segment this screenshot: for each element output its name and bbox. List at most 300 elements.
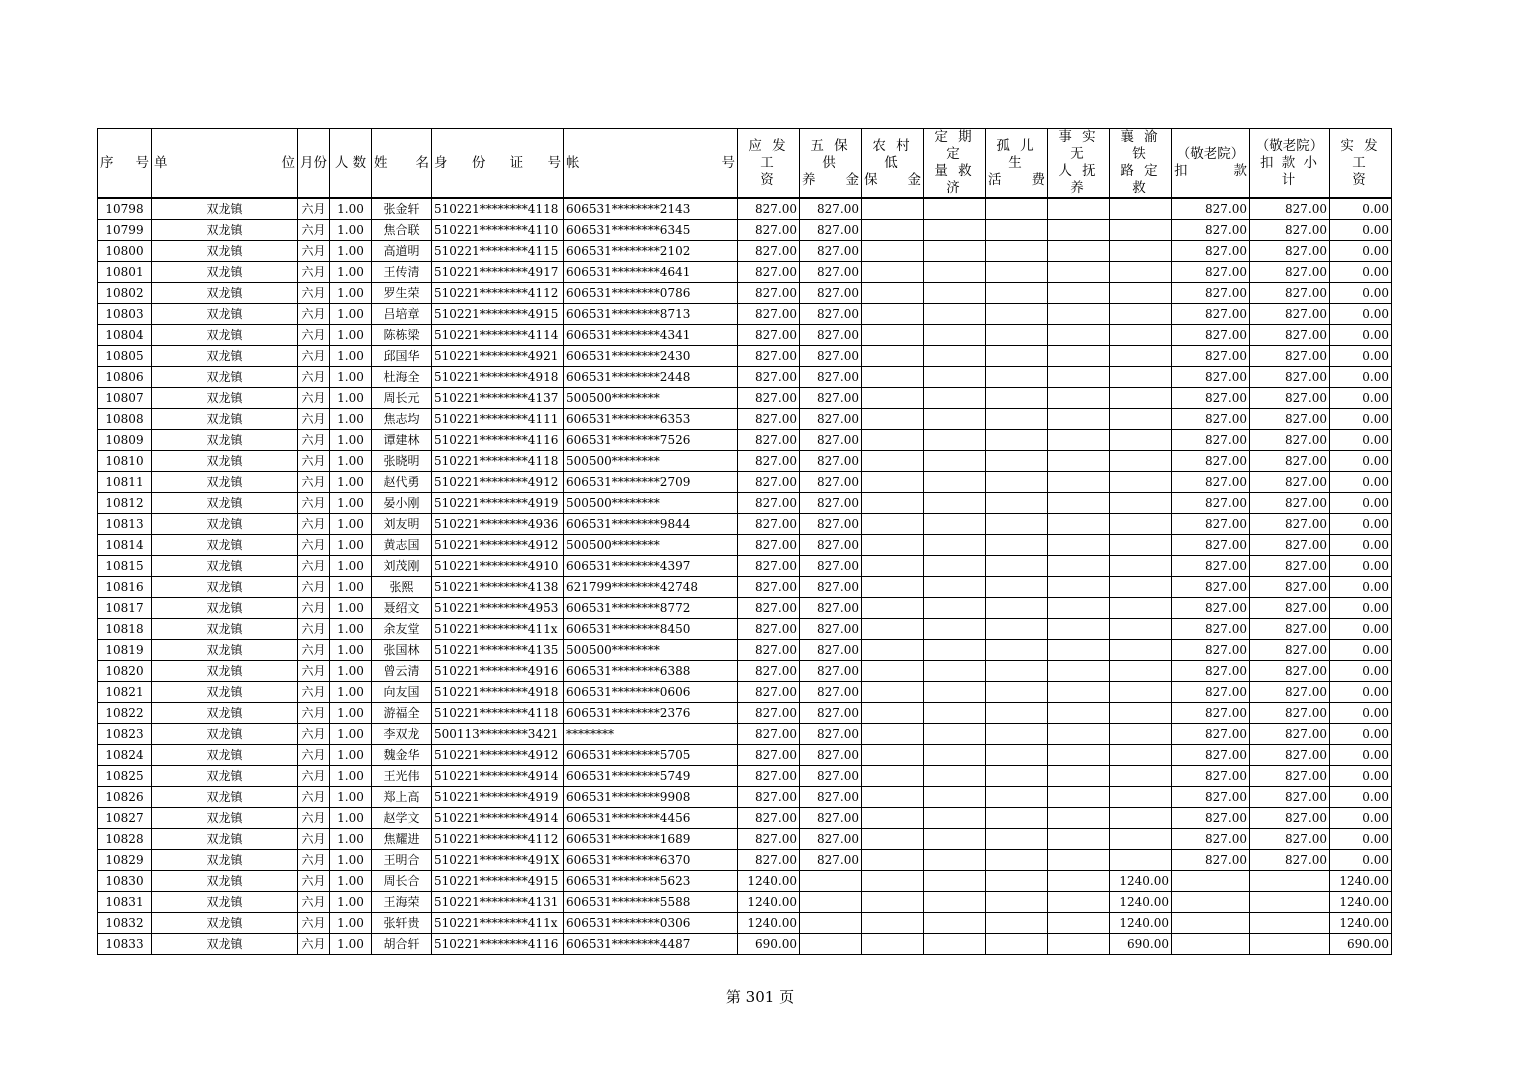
cell-id-number: 510221********4116	[432, 430, 564, 451]
cell-jly-deduction: 827.00	[1172, 430, 1250, 451]
col-seq: 序 号	[98, 129, 152, 199]
cell-seq: 10803	[98, 304, 152, 325]
cell-net-pay: 0.00	[1330, 829, 1392, 850]
cell-guer	[986, 703, 1048, 724]
cell-name: 焦志均	[372, 409, 432, 430]
cell-dingliang	[924, 493, 986, 514]
cell-wubao: 827.00	[800, 787, 862, 808]
cell-guer	[986, 556, 1048, 577]
cell-unit: 双龙镇	[152, 787, 298, 808]
cell-dingliang	[924, 367, 986, 388]
cell-count: 1.00	[330, 724, 372, 745]
cell-shishi	[1048, 619, 1110, 640]
cell-seq: 10823	[98, 724, 152, 745]
cell-id-number: 510221********4919	[432, 787, 564, 808]
cell-jly-subtotal: 827.00	[1250, 198, 1330, 220]
cell-unit: 双龙镇	[152, 262, 298, 283]
cell-shishi	[1048, 703, 1110, 724]
cell-xiangyu	[1110, 787, 1172, 808]
cell-shishi	[1048, 325, 1110, 346]
cell-dingliang	[924, 703, 986, 724]
cell-unit: 双龙镇	[152, 871, 298, 892]
cell-xiangyu: 1240.00	[1110, 871, 1172, 892]
cell-seq: 10808	[98, 409, 152, 430]
cell-seq: 10822	[98, 703, 152, 724]
cell-xiangyu	[1110, 577, 1172, 598]
cell-gross-pay: 827.00	[738, 808, 800, 829]
cell-wubao: 827.00	[800, 409, 862, 430]
cell-seq: 10802	[98, 283, 152, 304]
cell-count: 1.00	[330, 808, 372, 829]
cell-id-number: 510221********4114	[432, 325, 564, 346]
col-xiangyu: 襄 渝 铁 路 定 救	[1110, 129, 1172, 199]
cell-unit: 双龙镇	[152, 745, 298, 766]
cell-jly-deduction: 827.00	[1172, 766, 1250, 787]
cell-dibao	[862, 241, 924, 262]
cell-jly-subtotal	[1250, 871, 1330, 892]
cell-gross-pay: 827.00	[738, 367, 800, 388]
cell-name: 杜海全	[372, 367, 432, 388]
cell-unit: 双龙镇	[152, 409, 298, 430]
cell-xiangyu	[1110, 409, 1172, 430]
table-row	[98, 535, 1392, 556]
cell-dingliang	[924, 682, 986, 703]
cell-xiangyu	[1110, 472, 1172, 493]
cell-net-pay: 0.00	[1330, 766, 1392, 787]
cell-net-pay: 0.00	[1330, 598, 1392, 619]
cell-month: 六月	[298, 619, 330, 640]
cell-count: 1.00	[330, 682, 372, 703]
cell-dingliang	[924, 829, 986, 850]
cell-count: 1.00	[330, 430, 372, 451]
cell-gross-pay: 827.00	[738, 304, 800, 325]
cell-seq: 10825	[98, 766, 152, 787]
cell-guer	[986, 745, 1048, 766]
cell-gross-pay: 827.00	[738, 850, 800, 871]
cell-wubao: 827.00	[800, 829, 862, 850]
table-row	[98, 871, 1392, 892]
cell-xiangyu	[1110, 850, 1172, 871]
cell-seq: 10805	[98, 346, 152, 367]
cell-guer	[986, 367, 1048, 388]
cell-net-pay: 0.00	[1330, 640, 1392, 661]
cell-month: 六月	[298, 325, 330, 346]
cell-unit: 双龙镇	[152, 241, 298, 262]
cell-wubao: 827.00	[800, 661, 862, 682]
cell-account: 606531********8713	[564, 304, 738, 325]
cell-net-pay: 0.00	[1330, 808, 1392, 829]
cell-month: 六月	[298, 430, 330, 451]
cell-name: 张熙	[372, 577, 432, 598]
cell-seq: 10816	[98, 577, 152, 598]
cell-name: 晏小刚	[372, 493, 432, 514]
cell-jly-deduction: 827.00	[1172, 829, 1250, 850]
cell-count: 1.00	[330, 745, 372, 766]
cell-net-pay: 1240.00	[1330, 871, 1392, 892]
cell-count: 1.00	[330, 556, 372, 577]
cell-month: 六月	[298, 283, 330, 304]
cell-guer	[986, 198, 1048, 220]
cell-dibao	[862, 514, 924, 535]
cell-count: 1.00	[330, 577, 372, 598]
cell-wubao: 827.00	[800, 304, 862, 325]
cell-jly-subtotal: 827.00	[1250, 325, 1330, 346]
cell-id-number: 500113********3421	[432, 724, 564, 745]
cell-unit: 双龙镇	[152, 703, 298, 724]
cell-unit: 双龙镇	[152, 619, 298, 640]
cell-xiangyu	[1110, 430, 1172, 451]
cell-id-number: 510221********4116	[432, 934, 564, 955]
cell-jly-subtotal	[1250, 892, 1330, 913]
cell-jly-subtotal: 827.00	[1250, 640, 1330, 661]
cell-wubao	[800, 892, 862, 913]
cell-wubao: 827.00	[800, 367, 862, 388]
table-row	[98, 598, 1392, 619]
cell-dibao	[862, 304, 924, 325]
cell-unit: 双龙镇	[152, 220, 298, 241]
cell-unit: 双龙镇	[152, 934, 298, 955]
cell-dingliang	[924, 850, 986, 871]
cell-account: 606531********4341	[564, 325, 738, 346]
cell-wubao	[800, 934, 862, 955]
header-row	[98, 129, 1392, 199]
cell-jly-subtotal: 827.00	[1250, 598, 1330, 619]
cell-dingliang	[924, 535, 986, 556]
cell-dibao	[862, 766, 924, 787]
cell-dingliang	[924, 430, 986, 451]
cell-account: 500500********	[564, 640, 738, 661]
cell-unit: 双龙镇	[152, 556, 298, 577]
cell-name: 周长合	[372, 871, 432, 892]
cell-gross-pay: 1240.00	[738, 913, 800, 934]
cell-count: 1.00	[330, 766, 372, 787]
cell-account: 606531********6345	[564, 220, 738, 241]
cell-dingliang	[924, 220, 986, 241]
cell-dibao	[862, 682, 924, 703]
cell-count: 1.00	[330, 514, 372, 535]
cell-net-pay: 0.00	[1330, 682, 1392, 703]
cell-net-pay: 0.00	[1330, 388, 1392, 409]
cell-unit: 双龙镇	[152, 346, 298, 367]
cell-shishi	[1048, 388, 1110, 409]
cell-shishi	[1048, 198, 1110, 220]
cell-dibao	[862, 198, 924, 220]
cell-jly-subtotal: 827.00	[1250, 493, 1330, 514]
cell-seq: 10829	[98, 850, 152, 871]
cell-gross-pay: 690.00	[738, 934, 800, 955]
cell-xiangyu	[1110, 198, 1172, 220]
cell-id-number: 510221********4912	[432, 745, 564, 766]
cell-jly-deduction: 827.00	[1172, 556, 1250, 577]
cell-wubao: 827.00	[800, 682, 862, 703]
cell-jly-subtotal: 827.00	[1250, 556, 1330, 577]
cell-month: 六月	[298, 829, 330, 850]
cell-dingliang	[924, 934, 986, 955]
cell-net-pay: 0.00	[1330, 451, 1392, 472]
col-account: 帐 号	[564, 129, 738, 199]
cell-net-pay: 0.00	[1330, 346, 1392, 367]
cell-guer	[986, 829, 1048, 850]
cell-jly-subtotal: 827.00	[1250, 787, 1330, 808]
cell-name: 王海荣	[372, 892, 432, 913]
cell-net-pay: 0.00	[1330, 661, 1392, 682]
table-row	[98, 934, 1392, 955]
cell-dingliang	[924, 619, 986, 640]
cell-month: 六月	[298, 409, 330, 430]
cell-dingliang	[924, 241, 986, 262]
cell-unit: 双龙镇	[152, 430, 298, 451]
cell-seq: 10798	[98, 198, 152, 220]
cell-jly-subtotal: 827.00	[1250, 409, 1330, 430]
cell-jly-deduction: 827.00	[1172, 198, 1250, 220]
cell-count: 1.00	[330, 472, 372, 493]
cell-xiangyu	[1110, 220, 1172, 241]
cell-shishi	[1048, 598, 1110, 619]
cell-jly-deduction: 827.00	[1172, 367, 1250, 388]
table-row	[98, 892, 1392, 913]
cell-guer	[986, 787, 1048, 808]
cell-jly-subtotal: 827.00	[1250, 451, 1330, 472]
cell-dingliang	[924, 198, 986, 220]
col-net: 实 发 工 资	[1330, 129, 1392, 199]
cell-name: 曾云清	[372, 661, 432, 682]
cell-dingliang	[924, 262, 986, 283]
cell-gross-pay: 827.00	[738, 409, 800, 430]
cell-shishi	[1048, 724, 1110, 745]
cell-count: 1.00	[330, 703, 372, 724]
cell-id-number: 510221********4917	[432, 262, 564, 283]
cell-xiangyu	[1110, 304, 1172, 325]
col-jly-sub: （敬老院） 扣 款 小 计	[1250, 129, 1330, 199]
table-row	[98, 198, 1392, 220]
cell-xiangyu	[1110, 640, 1172, 661]
cell-shishi	[1048, 409, 1110, 430]
cell-net-pay: 0.00	[1330, 619, 1392, 640]
col-shishi: 事 实 无 人 抚 养	[1048, 129, 1110, 199]
cell-count: 1.00	[330, 934, 372, 955]
cell-shishi	[1048, 892, 1110, 913]
cell-id-number: 510221********4110	[432, 220, 564, 241]
cell-jly-deduction: 827.00	[1172, 850, 1250, 871]
col-dibao: 农 村 低 保 金	[862, 129, 924, 199]
table-row	[98, 850, 1392, 871]
cell-shishi	[1048, 535, 1110, 556]
cell-net-pay: 0.00	[1330, 220, 1392, 241]
table-row	[98, 703, 1392, 724]
cell-unit: 双龙镇	[152, 682, 298, 703]
cell-guer	[986, 598, 1048, 619]
cell-seq: 10811	[98, 472, 152, 493]
cell-shishi	[1048, 304, 1110, 325]
cell-unit: 双龙镇	[152, 472, 298, 493]
cell-seq: 10799	[98, 220, 152, 241]
cell-dingliang	[924, 409, 986, 430]
cell-gross-pay: 827.00	[738, 346, 800, 367]
cell-dibao	[862, 724, 924, 745]
cell-dingliang	[924, 577, 986, 598]
cell-name: 焦耀进	[372, 829, 432, 850]
cell-id-number: 510221********4111	[432, 409, 564, 430]
table-row	[98, 493, 1392, 514]
cell-wubao: 827.00	[800, 535, 862, 556]
cell-dibao	[862, 220, 924, 241]
cell-gross-pay: 827.00	[738, 430, 800, 451]
cell-seq: 10815	[98, 556, 152, 577]
cell-wubao: 827.00	[800, 198, 862, 220]
cell-dibao	[862, 640, 924, 661]
cell-gross-pay: 827.00	[738, 577, 800, 598]
cell-seq: 10800	[98, 241, 152, 262]
cell-dibao	[862, 850, 924, 871]
cell-id-number: 510221********4118	[432, 703, 564, 724]
cell-count: 1.00	[330, 661, 372, 682]
table-row	[98, 304, 1392, 325]
cell-jly-subtotal: 827.00	[1250, 241, 1330, 262]
cell-jly-subtotal: 827.00	[1250, 535, 1330, 556]
cell-dingliang	[924, 808, 986, 829]
cell-net-pay: 0.00	[1330, 198, 1392, 220]
cell-gross-pay: 827.00	[738, 451, 800, 472]
table-row	[98, 388, 1392, 409]
cell-unit: 双龙镇	[152, 661, 298, 682]
cell-gross-pay: 827.00	[738, 241, 800, 262]
cell-account: 606531********2430	[564, 346, 738, 367]
cell-month: 六月	[298, 472, 330, 493]
cell-unit: 双龙镇	[152, 451, 298, 472]
table-row	[98, 241, 1392, 262]
cell-month: 六月	[298, 598, 330, 619]
cell-count: 1.00	[330, 850, 372, 871]
cell-id-number: 510221********4112	[432, 829, 564, 850]
cell-account: 606531********6388	[564, 661, 738, 682]
cell-month: 六月	[298, 808, 330, 829]
cell-account: 606531********0606	[564, 682, 738, 703]
table-row	[98, 283, 1392, 304]
cell-seq: 10827	[98, 808, 152, 829]
cell-net-pay: 0.00	[1330, 304, 1392, 325]
cell-xiangyu: 1240.00	[1110, 892, 1172, 913]
cell-net-pay: 0.00	[1330, 850, 1392, 871]
cell-count: 1.00	[330, 787, 372, 808]
cell-dibao	[862, 493, 924, 514]
cell-guer	[986, 409, 1048, 430]
cell-name: 张金轩	[372, 198, 432, 220]
cell-id-number: 510221********4916	[432, 661, 564, 682]
col-gross: 应 发 工 资	[738, 129, 800, 199]
cell-xiangyu	[1110, 388, 1172, 409]
cell-name: 高道明	[372, 241, 432, 262]
cell-unit: 双龙镇	[152, 514, 298, 535]
cell-guer	[986, 220, 1048, 241]
cell-gross-pay: 827.00	[738, 556, 800, 577]
cell-xiangyu	[1110, 535, 1172, 556]
cell-shishi	[1048, 661, 1110, 682]
cell-guer	[986, 346, 1048, 367]
cell-shishi	[1048, 430, 1110, 451]
col-jly-kou: （敬老院） 扣 款	[1172, 129, 1250, 199]
cell-month: 六月	[298, 304, 330, 325]
cell-dibao	[862, 703, 924, 724]
cell-jly-deduction: 827.00	[1172, 220, 1250, 241]
cell-account: 621799********42748	[564, 577, 738, 598]
cell-name: 王传清	[372, 262, 432, 283]
cell-month: 六月	[298, 724, 330, 745]
cell-seq: 10832	[98, 913, 152, 934]
cell-shishi	[1048, 472, 1110, 493]
cell-wubao: 827.00	[800, 577, 862, 598]
cell-gross-pay: 827.00	[738, 619, 800, 640]
cell-jly-deduction: 827.00	[1172, 661, 1250, 682]
cell-month: 六月	[298, 703, 330, 724]
cell-id-number: 510221********4112	[432, 283, 564, 304]
cell-name: 黄志国	[372, 535, 432, 556]
cell-gross-pay: 827.00	[738, 787, 800, 808]
cell-name: 刘茂刚	[372, 556, 432, 577]
cell-shishi	[1048, 220, 1110, 241]
cell-count: 1.00	[330, 220, 372, 241]
cell-name: 刘友明	[372, 514, 432, 535]
cell-xiangyu	[1110, 598, 1172, 619]
cell-unit: 双龙镇	[152, 577, 298, 598]
col-unit: 单 位	[152, 129, 298, 199]
cell-account: 606531********6370	[564, 850, 738, 871]
cell-dingliang	[924, 640, 986, 661]
cell-net-pay: 0.00	[1330, 283, 1392, 304]
cell-seq: 10824	[98, 745, 152, 766]
cell-jly-deduction: 827.00	[1172, 472, 1250, 493]
cell-net-pay: 0.00	[1330, 367, 1392, 388]
cell-net-pay: 0.00	[1330, 514, 1392, 535]
cell-shishi	[1048, 514, 1110, 535]
cell-shishi	[1048, 850, 1110, 871]
table-row	[98, 640, 1392, 661]
cell-month: 六月	[298, 892, 330, 913]
table-row	[98, 220, 1392, 241]
cell-dibao	[862, 472, 924, 493]
cell-dibao	[862, 787, 924, 808]
cell-unit: 双龙镇	[152, 304, 298, 325]
cell-account: 606531********2376	[564, 703, 738, 724]
cell-shishi	[1048, 787, 1110, 808]
cell-dibao	[862, 367, 924, 388]
cell-dibao	[862, 262, 924, 283]
cell-gross-pay: 1240.00	[738, 871, 800, 892]
cell-id-number: 510221********4115	[432, 241, 564, 262]
cell-unit: 双龙镇	[152, 766, 298, 787]
cell-gross-pay: 827.00	[738, 198, 800, 220]
cell-xiangyu	[1110, 724, 1172, 745]
cell-net-pay: 0.00	[1330, 535, 1392, 556]
cell-count: 1.00	[330, 892, 372, 913]
cell-id-number: 510221********4910	[432, 556, 564, 577]
table-row	[98, 829, 1392, 850]
cell-gross-pay: 827.00	[738, 262, 800, 283]
cell-dibao	[862, 430, 924, 451]
col-count: 人 数	[330, 129, 372, 199]
cell-id-number: 510221********411x	[432, 913, 564, 934]
cell-dingliang	[924, 892, 986, 913]
cell-id-number: 510221********4915	[432, 871, 564, 892]
cell-month: 六月	[298, 220, 330, 241]
cell-gross-pay: 827.00	[738, 283, 800, 304]
cell-guer	[986, 472, 1048, 493]
cell-dibao	[862, 913, 924, 934]
cell-account: 606531********2143	[564, 198, 738, 220]
table-row	[98, 409, 1392, 430]
cell-name: 罗生荣	[372, 283, 432, 304]
cell-seq: 10821	[98, 682, 152, 703]
cell-month: 六月	[298, 198, 330, 220]
